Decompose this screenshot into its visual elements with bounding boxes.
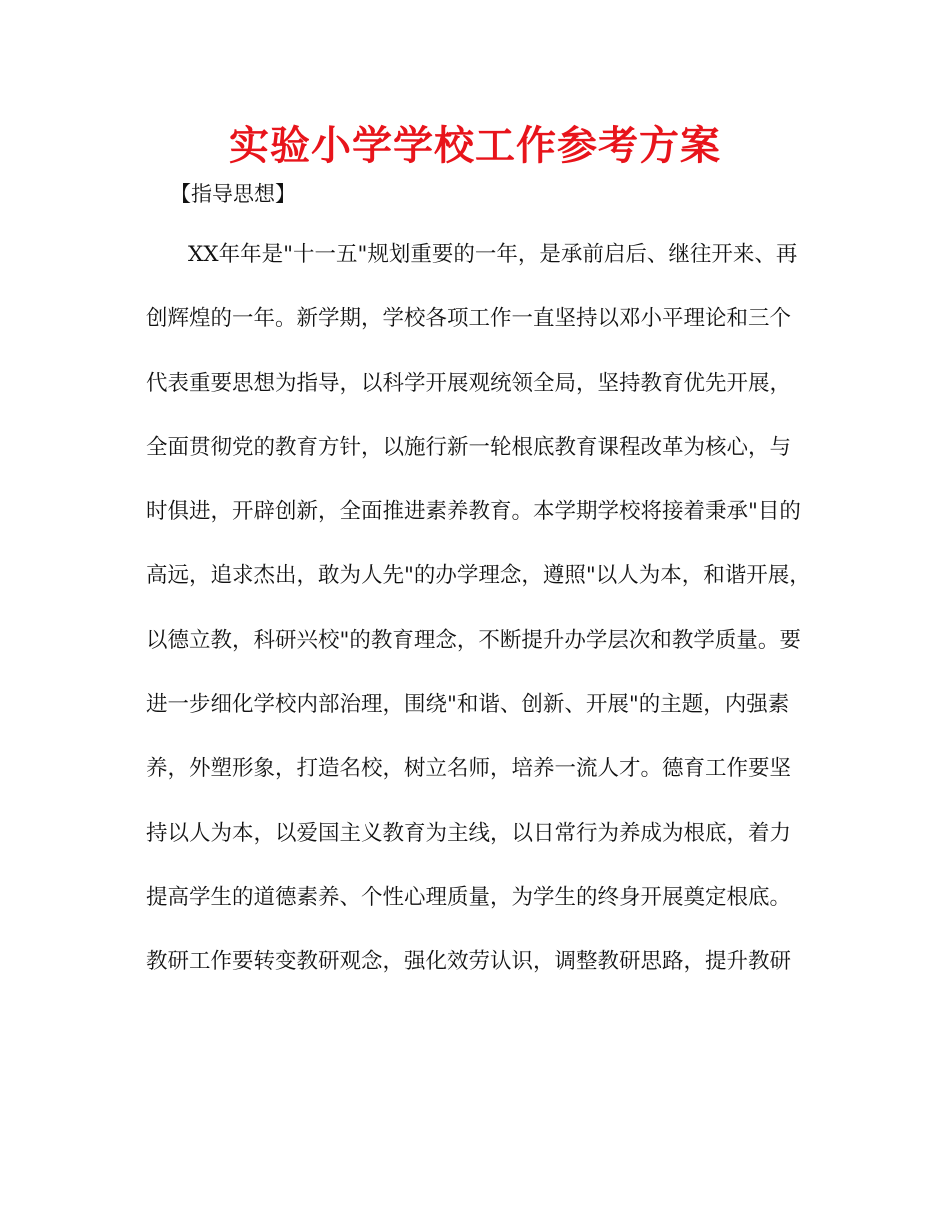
body-text (146, 237, 836, 1009)
body-line: 时俱进，开辟创新，全面推进素养教育。本学期学校将接着秉承"目的 (146, 499, 801, 525)
body-line: 代表重要思想为指导，以科学开展观统领全局，坚持教育优先开展， (146, 370, 792, 396)
section-heading: 【指导思想】 (170, 182, 296, 206)
body-line: 持以人为本，以爱国主义教育为主线，以日常行为养成为根底，着力 (146, 820, 792, 846)
body-line: 全面贯彻党的教育方针，以施行新一轮根底教育课程改革为核心，与 (146, 434, 792, 460)
body-line: 提高学生的道德素养、个性心理质量，为学生的终身开展奠定根底。 (146, 884, 792, 910)
document-title: 实验小学学校工作参考方案 (229, 123, 721, 169)
body-line: 高远，追求杰出，敢为人先"的办学理念，遵照"以人为本，和谐开展， (146, 563, 811, 589)
body-line: 创辉煌的一年。新学期，学校各项工作一直坚持以邓小平理论和三个 (146, 306, 792, 332)
body-line: 进一步细化学校内部治理，围绕"和谐、创新、开展"的主题，内强素 (146, 692, 790, 718)
body-line: XX年年是"十一五"规划重要的一年，是承前启后、继往开来、再 (188, 242, 798, 267)
body-line: 养，外塑形象，打造名校，树立名师，培养一流人才。德育工作要坚 (146, 756, 792, 782)
body-line: 以德立教，科研兴校"的教育理念，不断提升办学层次和教学质量。要 (146, 627, 801, 653)
body-line: 教研工作要转变教研观念，强化效劳认识，调整教研思路，提升教研 (146, 949, 792, 975)
